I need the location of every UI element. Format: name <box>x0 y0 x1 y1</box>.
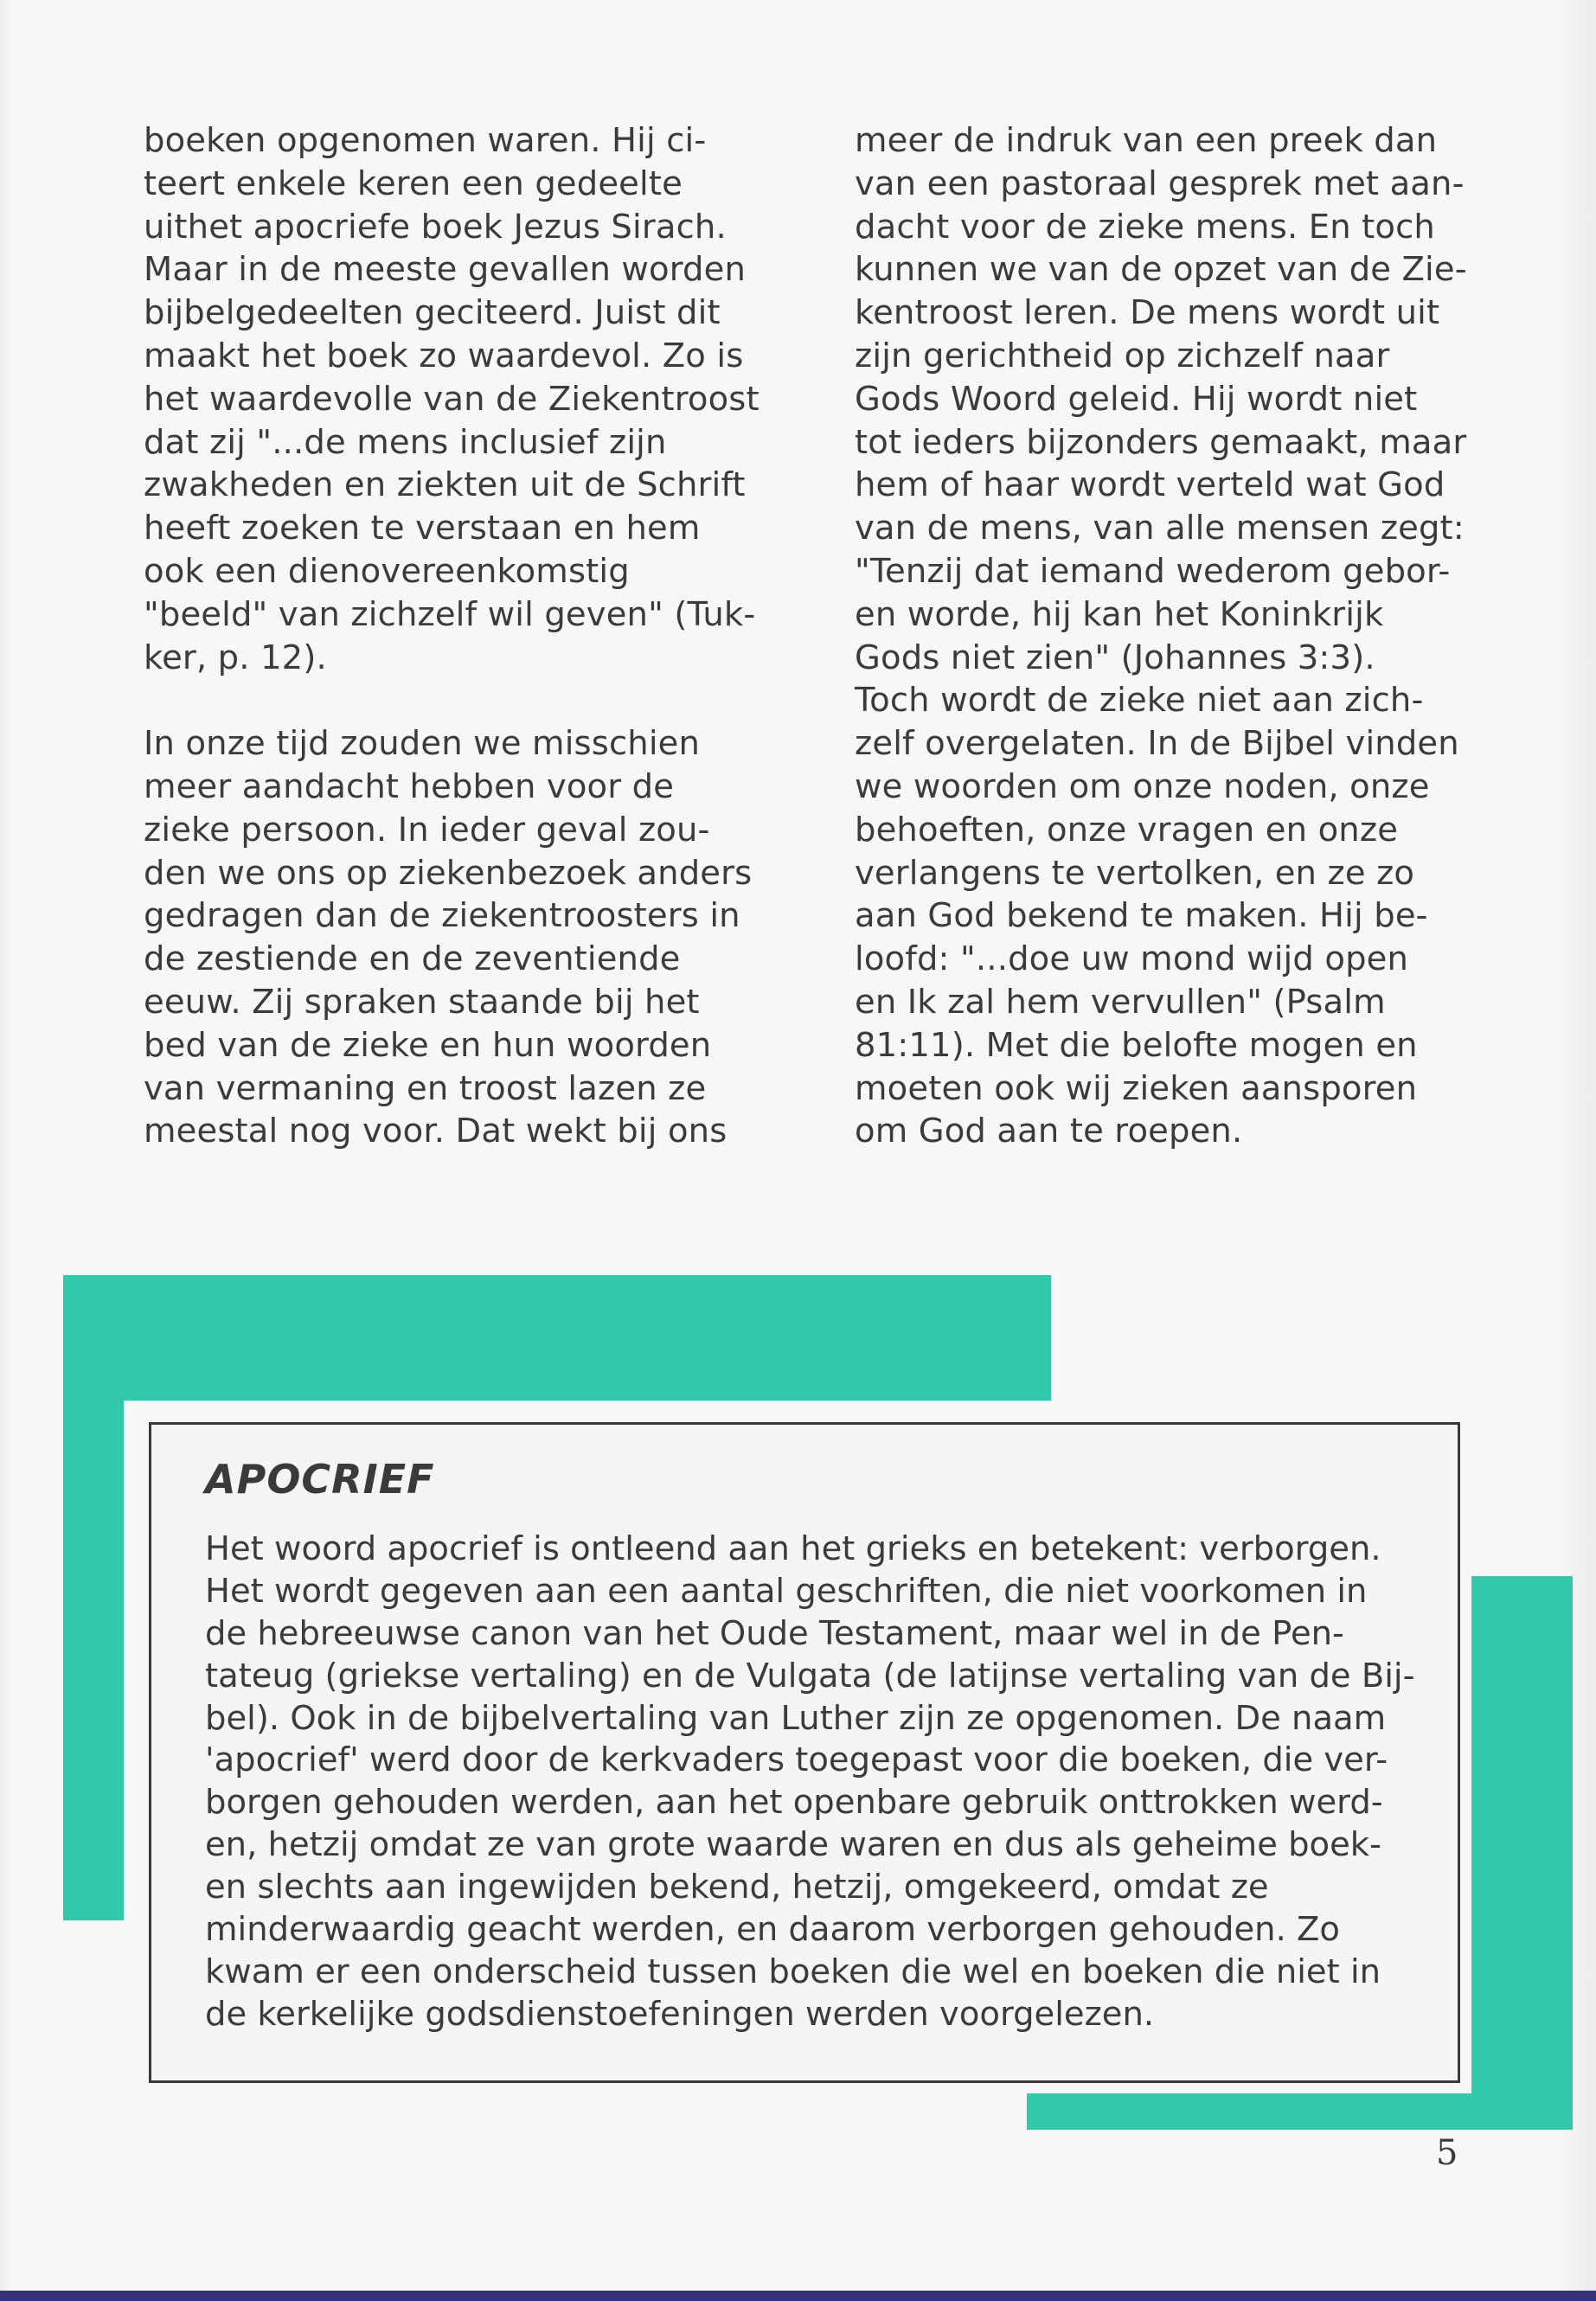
paragraph-gap <box>144 679 784 722</box>
text-line: zijn gerichtheid op zichzelf naar <box>855 336 1390 375</box>
text-line: het waardevolle van de Ziekentroost <box>144 379 760 419</box>
text-line: meer de indruk van een preek dan <box>855 121 1438 160</box>
paragraph-1 <box>144 119 784 679</box>
text-line: kunnen we van de opzet van de Zie- <box>855 250 1467 290</box>
text-line: heeft zoeken te verstaan en hem <box>144 509 701 548</box>
box-text-line: tateug (griekse vertaling) en de Vulgata (de latijnse vertaling van de Bij- <box>205 1656 1415 1695</box>
text-line: verlangens te vertolken, en ze zo <box>855 853 1415 893</box>
text-line: "Tenzij dat iemand wederom gebor- <box>855 551 1451 591</box>
apocrief-box <box>149 1422 1460 2083</box>
text-line: ker, p. 12). <box>144 638 327 677</box>
text-line: moeten ook wij zieken aansporen <box>855 1068 1418 1108</box>
teal-accent-left <box>63 1275 124 1920</box>
box-text-line: de hebreeuwse canon van het Oude Testament, maar wel in de Pen- <box>205 1613 1344 1653</box>
teal-accent-top <box>63 1275 1051 1400</box>
box-text-line: Het wordt gegeven aan een aantal geschriften, die niet voorkomen in <box>205 1571 1368 1611</box>
text-line: den we ons op ziekenbezoek anders <box>144 853 753 893</box>
text-line: zelf overgelaten. In de Bijbel vinden <box>855 724 1459 764</box>
bottom-edge-strip <box>0 2291 1596 2301</box>
box-text-line: en slechts aan ingewijden bekend, hetzij, omgekeerd, omdat ze <box>205 1868 1269 1907</box>
text-line: maakt het boek zo waardevol. Zo is <box>144 336 744 375</box>
text-line: zieke persoon. In ieder geval zou- <box>144 810 710 849</box>
text-line: loofd: "...doe uw mond wijd open <box>855 939 1409 979</box>
text-line: uithet apocriefe boek Jezus Sirach. <box>144 207 727 247</box>
text-line: van een pastoraal gesprek met aan- <box>855 163 1465 203</box>
text-line: boeken opgenomen waren. Hij ci- <box>144 121 707 160</box>
right-column <box>855 119 1512 1153</box>
box-text-line: Het woord apocrief is ontleend aan het grieks en betekent: verborgen. <box>205 1529 1381 1568</box>
text-line: In onze tijd zouden we misschien <box>144 724 701 764</box>
text-line: bed van de zieke en hun woorden <box>144 1025 712 1065</box>
left-column <box>144 119 784 1153</box>
teal-accent-right <box>1471 1576 1573 2130</box>
text-line: van vermaning en troost lazen ze <box>144 1068 707 1108</box>
box-text-line: bel). Ook in de bijbelvertaling van Luther zijn ze opgenomen. De naam <box>205 1698 1387 1738</box>
text-line: aan God bekend te maken. Hij be- <box>855 896 1428 936</box>
box-text-line: 'apocrief' werd door de kerkvaders toegepast voor die boeken, die ver- <box>205 1740 1388 1780</box>
text-line: ook een dienovereenkomstig <box>144 551 630 591</box>
box-text-line: kwam er een onderscheid tussen boeken die wel en boeken die niet in <box>205 1952 1381 1991</box>
text-line: om God aan te roepen. <box>855 1112 1243 1151</box>
text-line: meestal nog voor. Dat wekt bij ons <box>144 1112 727 1151</box>
box-text-line: en, hetzij omdat ze van grote waarde waren en dus als geheime boek- <box>205 1825 1381 1865</box>
text-line: dacht voor de zieke mens. En toch <box>855 207 1435 247</box>
box-text-line: de kerkelijke godsdienstoefeningen werden voorgelezen. <box>205 1994 1155 2034</box>
text-line: bijbelgedeelten geciteerd. Juist dit <box>144 293 721 333</box>
box-text <box>205 1529 1433 2036</box>
text-line: behoeften, onze vragen en onze <box>855 810 1399 849</box>
text-line: Gods Woord geleid. Hij wordt niet <box>855 379 1418 419</box>
text-line: zwakheden en ziekten uit de Schrift <box>144 465 746 505</box>
page-number: 5 <box>1436 2133 1458 2173</box>
text-line: tot ieders bijzonders gemaakt, maar <box>855 422 1467 462</box>
box-text-line: borgen gehouden werden, aan het openbare gebruik onttrokken werd- <box>205 1783 1383 1823</box>
text-line: gedragen dan de ziekentroosters in <box>144 896 740 936</box>
text-line: en Ik zal hem vervullen" (Psalm <box>855 982 1386 1022</box>
text-line: meer aandacht hebben voor de <box>144 766 675 806</box>
text-line: teert enkele keren een gedeelte <box>144 163 683 203</box>
text-line: eeuw. Zij spraken staande bij het <box>144 982 700 1022</box>
text-line: Gods niet zien" (Johannes 3:3). <box>855 638 1375 677</box>
text-line: van de mens, van alle mensen zegt: <box>855 509 1465 548</box>
text-line: Toch wordt de zieke niet aan zich- <box>855 681 1424 721</box>
text-line: de zestiende en de zeventiende <box>144 939 681 979</box>
text-line: Maar in de meeste gevallen worden <box>144 250 747 290</box>
text-line: en worde, hij kan het Koninkrijk <box>855 594 1384 634</box>
text-line: "beeld" van zichzelf wil geven" (Tuk- <box>144 594 756 634</box>
paragraph-2 <box>144 722 784 1153</box>
text-line: kentroost leren. De mens wordt uit <box>855 293 1440 333</box>
text-line: dat zij "...de mens inclusief zijn <box>144 422 667 462</box>
text-line: 81:11). Met die belofte mogen en <box>855 1025 1418 1065</box>
box-title: APOCRIEF <box>205 1456 435 1503</box>
box-text-line: minderwaardig geacht werden, en daarom verborgen gehouden. Zo <box>205 1910 1340 1950</box>
text-line: we woorden om onze noden, onze <box>855 766 1430 806</box>
text-line: hem of haar wordt verteld wat God <box>855 465 1445 505</box>
teal-accent-bottom <box>1027 2093 1573 2130</box>
